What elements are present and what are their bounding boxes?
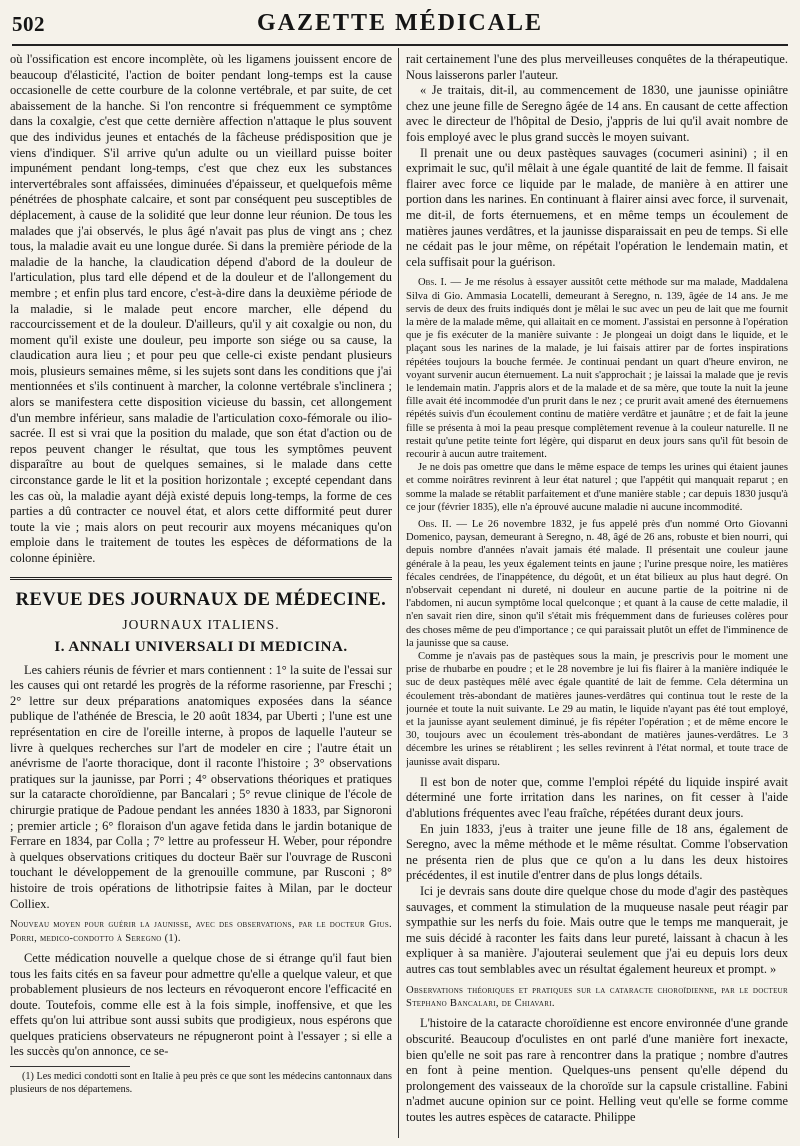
header-rule: [12, 44, 788, 46]
page-header: [12, 6, 788, 46]
nouveau-moyen-heading: Nouveau moyen pour guérir la jaunisse, avec des observations, par le docteur Gius. Porri, medico-condotto à Seregno (1).: [10, 919, 392, 944]
journaux-title: JOURNAUX ITALIENS.: [122, 616, 280, 632]
quote-paragraph-2: Il prenait une ou deux pastèques sauvages (cocumeri asinini) ; il en exprimait le suc, qu'il mêlait à une égale quantité de lait de femme. Il faisait flairer avec force ce liquide par le malade, de manière à en attirer une portion dans les narines. En continuant à flairer ainsi avec force, il survenait, me dit-il, de forts éternuemens, et en même temps un écoulement de matières jaunes verdâtres, et la jaunisse disparaissait en peu de temps. Si elle ne cédait pas le jour même, on répétait l'opération le lendemain matin, et cela suffisait pour la guérison.: [406, 145, 788, 269]
nouveau-moyen-paragraph: Cette médication nouvelle a quelque chose de si étrange qu'il faut bien tous les faits cités en sa faveur pour admettre qu'elle a quelque valeur, et que probablement plusieurs de nos lecteurs en révoqueront encore l'efficacité en doute. Toutefois, comme elle est à la fois simple, inoffensive, et que les effets qu'on lui attribue sont aussi subits que prodigieux, nous espérons que quelques praticiens observateurs ne répugneront point à l'essayer ; si elle a les succès qu'on annonce, ce se-: [10, 950, 392, 1059]
footnote: (1) Les medici condotti sont en Italie à peu près ce que sont les médecins cantonnaux dans plusieurs de nos départemens.: [10, 1071, 392, 1095]
obs2-text: — Le 26 novembre 1832, je fus appelé près d'un nommé Orto Giovanni Domenico, paysan, demeurant à Seregno, n. 48, âgé de 26 ans, robuste et bien nourri, qui depuis nombre d'années n'avait jamais été malade. Il présentait une couleur jaune générale à la peau, les yeux également teints en jaune ; l'urine presque noire, les matières fécales cendrées, de l'inappétence, du dégoût, et un état bilieux au plus haut degré. On n'observait cependant ni dureté, ni douleur en aucune partie de la poitrine ni de l'abdomen, ni aucun symptôme local quelconque ; et quant à la cause de cette maladie, il n'en savait rien dire, sinon qu'il s'était mis fréquemment dans de furieuses colères pour des choses même de peu d'importance ; ce qui paraissait plutôt un effet de l'imminence de la jaunisse que sa cause.: [406, 518, 788, 649]
quote-paragraph-1: « Je traitais, dit-il, au commencement de 1830, une jaunisse opiniâtre chez une jeune fille de Seregno âgée de 14 ans. En causant de cette affection avec le directeur de l'hôpital de Desio, j'appris de lui qu'il avait nombre de fois employé avec le plus grand succès le moyen suivant.: [406, 83, 788, 144]
revue-title: REVUE DES JOURNAUX DE MÉDECINE.: [15, 589, 387, 610]
gazette-title: GAZETTE MÉDICALE: [256, 10, 544, 36]
observation-2: [406, 518, 788, 650]
observation-2-continued: Comme je n'avais pas de pastèques sous la main, je prescrivis pour le moment une prise de rhubarbe en poudre ; et le 28 novembre je lui fis flairer à la manière indiquée le suc de deux pastèques mêlé avec égale quantité de lait de femme. Cela détermina un écoulement très-abondant de matières jaunes-verdâtres qui continua tout le reste de la journée et toute la nuit suivante. Le 29 au matin, le liquide n'ayant pas été tout employé, et la jaunisse ayant seulement diminué, je fis répéter l'opération ; et de même encore le 30, toujours avec un écoulement très-abondant de matières jaunes-verdâtres. Le 3 décembre les urines se rétablirent ; les selles revinrent à l'état normal, et toute trace de jaunisse avait disparu.: [406, 651, 788, 768]
right-continuation: rait certainement l'une des plus merveilleuses conquêtes de la thérapeutique. Nous laisserons parler l'auteur.: [406, 52, 788, 82]
obs2-label: Obs. II.: [418, 518, 452, 530]
page-number: 502: [12, 12, 45, 36]
annali-intro: Les cahiers réunis de février et mars contiennent : 1° la suite de l'essai sur les causes qui ont retardé les progrès de la réforme rasorienne, par Freschi ; 2° lettre sur deux préparations anatomiques exposées dans la séance publique de l'athénée de Brescia, le 20 août 1834, par Uberti ; l'une est une représentation en cire de l'oreille interne, à propos de laquelle l'auteur se livre à quelques recherches sur l'art de modeler en cire ; l'autre était un anévrisme de l'aorte thoracique, dont il raconte l'histoire ; 3° observations pratiques sur la jaunisse, par Porri ; 4° observations théoriques et pratiques sur la cataracte choroïdienne, par Bancalari ; 5° revue clinique de l'école de chirurgie pratique de Padoue pendant les années 1830 à 1833, par Signoroni ; premier article ; 6° floraison d'un agave fetida dans le jardin botanique de Ferrare en 1834, par Colla ; 7° lettre au professeur H. Weber, pour répondre à quelques observations critiques du docteur Baër sur l'ouvrage de Rusconi touchant le développement de la grenouille commune, par Rusconi ; 8° histoire de trois opérations de lithotripsie faites à Milan, par le docteur Colliex.: [10, 662, 392, 911]
paragraph-juin-1833: En juin 1833, j'eus à traiter une jeune fille de 18 ans, également de Seregno, avec la même méthode et le même résultat. Comme l'observation ne présenta rien de plus que ce qu'on a lu dans les deux histoires précédentes, il est inutile d'entrer dans de plus longs détails.: [406, 821, 788, 883]
obs1-text: — Je me résolus à essayer aussitôt cette méthode sur ma malade, Maddalena Silva di Gio. Ammasia Locatelli, demeurant à Seregno, n. 139, âgée de 14 ans. Je me servis de deux des fruits indiqués dont je mêlai le suc avec un peu de lait que me fournit la mère de la malade même, qui allaitait en ce moment. J'assistai en personne à l'opération que je fis exécuter de la manière suivante : Je plongeai un doigt dans le liquide, et le plaçant sous les narines de la malade, je lui faisais attirer par de fortes inspirations répétées toujours la bouche fermée. Je continuai pendant un quart d'heure environ, ne voyant survenir aucun éternuement. La nuit s'approchait ; je laissai la malade que je revis le lendemain matin. J'appris alors et de la malade et de sa mère, que toute la nuit la jeune fille avait été incommodée d'un prurit dans le nez ; ce prurit avait amené des éternuemens répétés suivis d'un écoulement continu de matière verdâtre et jaunâtre ; et de fait la jeune fille se présenta à moi la peau presque complètement revenue à la couleur naturelle. Il ne restait qu'une petite teinte fort légère, qui disparut en deux jours sans qu'il fût besoin de recourir à aucun autre traitement.: [406, 277, 788, 460]
coxalgie-continuation: où l'ossification est encore incomplète, où les ligamens jouissent encore de beaucoup d'élasticité, l'action de boiter pendant long-temps est la cause occasionelle de cette courbure de la colonne vertébrale, et par suite, de cet abaissement de la hanche. Si l'on rencontre si fréquemment ce symptôme dans la coxalgie, c'est que cette dernière affection n'attaque le plus souvent que des individus jeunes et entachés de la fâcheuse prédisposition que je viens d'indiquer. S'il arrive qu'un adulte ou un vieillard puisse boiter impunément pendant long-temps, c'est que chez eux les substances intervertébrales sont affaissées, diminuées d'épaisseur, et quelquefois même pénétrées de phosphate calcaire, et sont par conséquent peu susceptibles de déplacement, à cause de la solidité que leur donne leur réunion. De tous les malades que j'ai observés, le plus âgé n'avait pas plus de vingt ans ; chez tous, la maladie avait eu une longue durée. Si dans la première période de la maladie de la hanche, la claudication dépend d'abord de la douleur de l'articulation, plus tard elle dépend et de la douleur et de l'allongement du membre ; et enfin plus tard encore, c'est-à-dire dans la deuxième période de la maladie, si le malade peut encore marcher, elle dépend du raccourcissement et de la douleur. D'ailleurs, qu'il y ait coxalgie ou non, du moment qu'il existe une douleur, peu importe son siége ou sa cause, la claudication aura lieu ; et pour peu que celle-ci existe pendant plusieurs mois, plusieurs semaines même, si les sujets sont dans les conditions que j'ai mentionnées et s'ils continuent à marcher, la colonne vertébrale s'inclinera ; alors se manifestera cette disposition vicieuse du bassin, cet allongement d'un membre inférieur, sans maladie de l'articulation coxo-fémorale ou ilio-sacrée. Il est si vrai que la position du malade, que son état d'action ou de repos peuvent changer le résultat, que tous les symptômes peuvent disparaître au bout de quelques semaines, si le malade dans cette circonstance garde le lit et la position horizontale ; excepté cependant dans les cas où, la maladie ayant déjà existé depuis long-temps, la forme de ces parties a dû contracter ce nouvel état, et alors cette difformité peut durer toute la vie ; mais alors on peut recourir aux moyens mécaniques qu'on emploie dans le traitement de toutes les espèces de déformations de la colonne épinière.: [10, 52, 392, 565]
right-column: [406, 52, 788, 1140]
left-column: [10, 52, 392, 1140]
paragraph-irritation: Il est bon de noter que, comme l'emploi répété du liquide inspiré avait déterminé une forte irritation dans les narines, on fit cesser à l'aide d'ablutions fréquentes avec l'eau fraîche, répétées durant deux jours.: [406, 774, 788, 821]
observation-1-continued: Je ne dois pas omettre que dans le même espace de temps les urines qui étaient jaunes et comme noirâtres revinrent à leur état naturel ; que l'appétit qui manquait reparut ; en somme la malade se rétablit parfaitement et d'une manière stable ; car depuis 1830 jusqu'à ce jour (février 1835), elle n'a éprouvé aucune maladie ni aucune incommodité.: [406, 462, 788, 513]
column-divider: [398, 48, 399, 1138]
bancalari-heading: Observations théoriques et pratiques sur la cataracte choroïdienne, par le docteur Stephano Bancalari, de Chiavari.: [406, 984, 788, 1009]
observation-1: [406, 276, 788, 461]
footnote-rule: [10, 1066, 130, 1067]
annali-title: I. ANNALI UNIVERSALI DI MEDICINA.: [54, 638, 348, 655]
paragraph-mode-agir: Ici je devrais sans doute dire quelque chose du mode d'agir des pastèques sauvages, et comment la stimulation de la muqueuse nasale peut réagir par sympathie sur les nerfs du foie. Mais outre que le temps me manquerait, je me suis décidé à raconter les faits dans leur pureté, laissant à chacun à les expliquer à sa manière. J'ajouterai seulement que j'ai eu depuis lors deux autres cas tout semblables avec un résultat également heureux et prompt. »: [406, 883, 788, 976]
obs1-label: Obs. I.: [418, 277, 447, 289]
section-separator: [10, 577, 392, 580]
bancalari-paragraph: L'histoire de la cataracte choroïdienne est encore environnée d'une grande obscurité. Beaucoup d'oculistes en ont parlé d'une manière fort inexacte, bien qu'elle ne soit pas rare à rencontrer dans la pratique ; nombre d'autres en font à peine mention. Quelques-uns pensent qu'elle dépend du prolongement des vaisseaux de la choroïde sur la capsule cristalline. Fabini n'admet aucune opinion sur ce point. Helling veut qu'elle se forme comme toutes les autres espèces de cataracte. Philippe: [406, 1016, 788, 1124]
